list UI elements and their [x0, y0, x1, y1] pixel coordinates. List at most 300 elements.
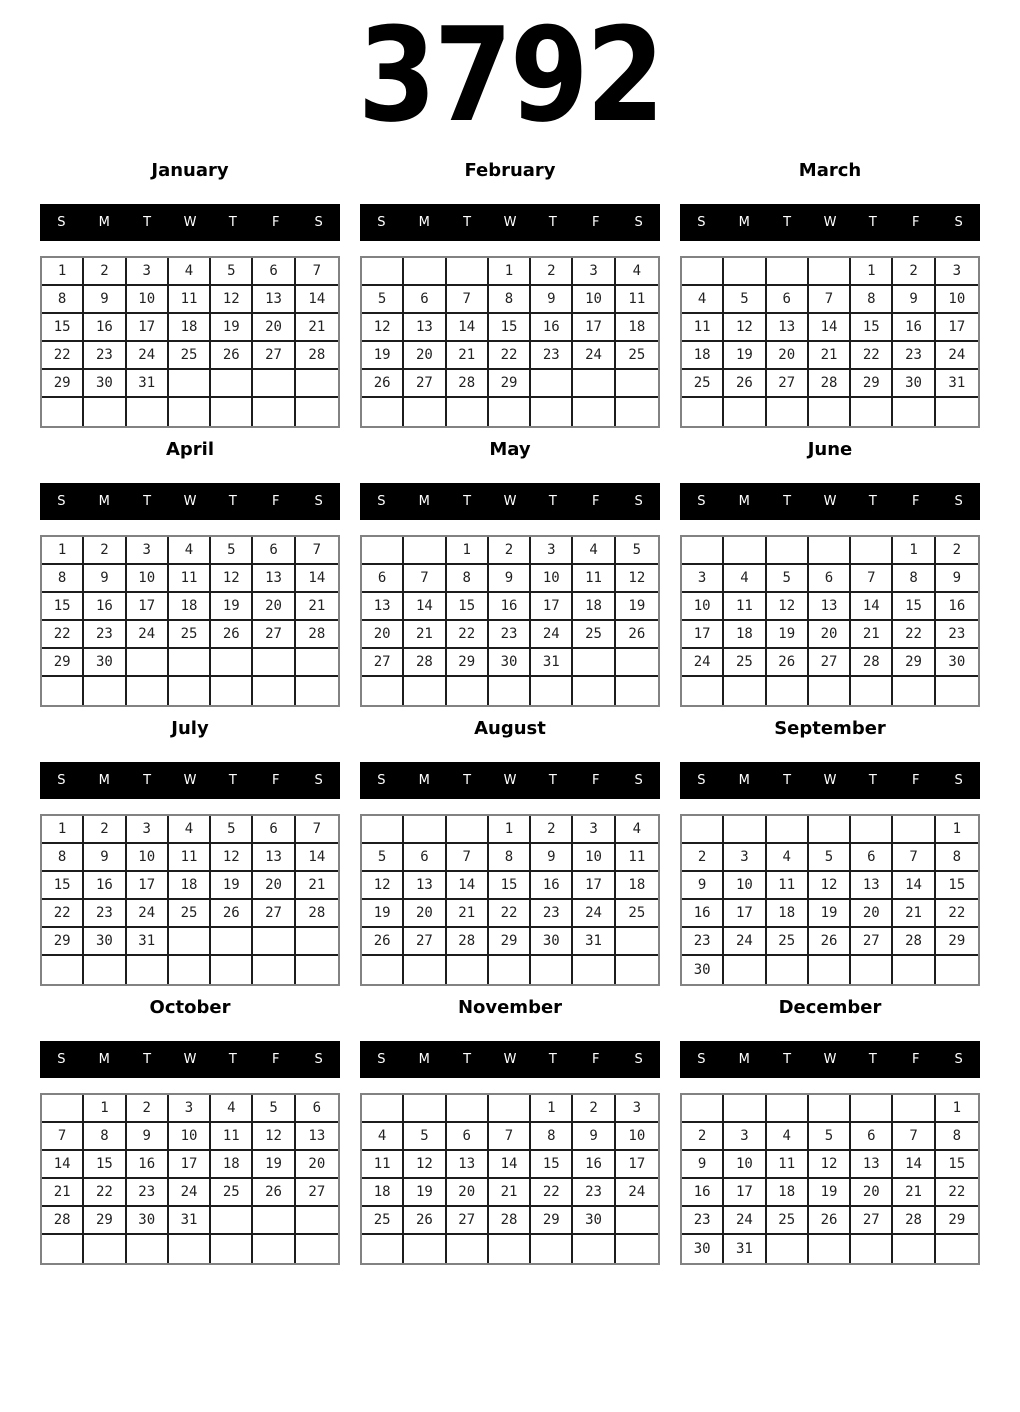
- weekday-label: M: [98, 494, 110, 509]
- day-cell: 13: [809, 593, 851, 621]
- weekday-label: S: [954, 494, 963, 509]
- day-cell: [851, 956, 893, 984]
- day-cell: 13: [253, 844, 295, 872]
- day-cell: 4: [211, 1095, 253, 1123]
- day-cell: [851, 816, 893, 844]
- day-cell: [682, 1095, 724, 1123]
- day-cell: 25: [724, 649, 766, 677]
- day-cell: 1: [489, 258, 531, 286]
- day-cell: 26: [724, 370, 766, 398]
- day-cell: 9: [893, 286, 935, 314]
- day-cell: 16: [489, 593, 531, 621]
- date-grid: [680, 814, 980, 986]
- weekday-label: T: [548, 494, 557, 509]
- day-cell: 28: [447, 370, 489, 398]
- day-cell: 6: [851, 844, 893, 872]
- day-cell: 18: [169, 314, 211, 342]
- day-cell: 28: [809, 370, 851, 398]
- day-cell: [42, 956, 84, 984]
- day-cell: [42, 1095, 84, 1123]
- day-cell: 12: [362, 314, 404, 342]
- day-cell: 28: [447, 928, 489, 956]
- day-cell: 26: [211, 342, 253, 370]
- weekday-label: F: [911, 1052, 920, 1067]
- month-title: April: [165, 439, 215, 460]
- month-title: December: [778, 997, 882, 1018]
- day-cell: 13: [253, 286, 295, 314]
- day-cell: [296, 370, 338, 398]
- day-cell: 8: [447, 565, 489, 593]
- day-cell: 12: [211, 286, 253, 314]
- day-cell: 28: [851, 649, 893, 677]
- month-title: August: [474, 718, 546, 739]
- day-cell: [84, 1235, 126, 1263]
- day-cell: 10: [127, 286, 169, 314]
- date-grid: [40, 535, 340, 707]
- day-cell: 11: [767, 872, 809, 900]
- day-cell: 22: [42, 342, 84, 370]
- day-cell: [253, 1207, 295, 1235]
- day-cell: 15: [42, 872, 84, 900]
- day-cell: 2: [936, 537, 978, 565]
- weekday-label: M: [738, 494, 750, 509]
- day-cell: [84, 677, 126, 705]
- day-cell: 29: [489, 370, 531, 398]
- day-cell: [682, 677, 724, 705]
- day-cell: [127, 398, 169, 426]
- weekday-label: T: [868, 773, 877, 788]
- day-cell: 29: [42, 928, 84, 956]
- day-cell: 29: [893, 649, 935, 677]
- day-cell: 18: [616, 314, 658, 342]
- month-title: November: [457, 997, 563, 1018]
- weekday-header: [680, 1041, 980, 1078]
- day-cell: [404, 816, 446, 844]
- day-cell: [404, 537, 446, 565]
- day-cell: 22: [531, 1179, 573, 1207]
- day-cell: 22: [936, 900, 978, 928]
- day-cell: 8: [936, 1123, 978, 1151]
- day-cell: 2: [531, 258, 573, 286]
- day-cell: 4: [573, 537, 615, 565]
- weekday-label: F: [591, 773, 600, 788]
- day-cell: 3: [531, 537, 573, 565]
- day-cell: [936, 956, 978, 984]
- day-cell: 1: [531, 1095, 573, 1123]
- day-cell: 31: [724, 1235, 766, 1263]
- day-cell: [447, 677, 489, 705]
- day-cell: 13: [253, 565, 295, 593]
- day-cell: 12: [724, 314, 766, 342]
- day-cell: 16: [84, 872, 126, 900]
- day-cell: [296, 398, 338, 426]
- month-calendar: [680, 718, 980, 986]
- weekday-label: S: [697, 494, 706, 509]
- day-cell: 16: [682, 900, 724, 928]
- day-cell: 7: [296, 258, 338, 286]
- day-cell: 18: [616, 872, 658, 900]
- day-cell: 25: [211, 1179, 253, 1207]
- day-cell: 18: [724, 621, 766, 649]
- weekday-label: M: [738, 773, 750, 788]
- day-cell: 29: [42, 649, 84, 677]
- day-cell: 19: [211, 314, 253, 342]
- day-cell: [447, 398, 489, 426]
- day-cell: 26: [362, 928, 404, 956]
- day-cell: 22: [42, 621, 84, 649]
- day-cell: 6: [404, 286, 446, 314]
- day-cell: 17: [127, 872, 169, 900]
- day-cell: 26: [616, 621, 658, 649]
- weekday-header: [680, 762, 980, 799]
- day-cell: [616, 1207, 658, 1235]
- day-cell: 31: [936, 370, 978, 398]
- weekday-label: S: [634, 215, 643, 230]
- day-cell: 16: [936, 593, 978, 621]
- weekday-label: S: [697, 1052, 706, 1067]
- day-cell: [724, 956, 766, 984]
- day-cell: 25: [573, 621, 615, 649]
- day-cell: 10: [724, 1151, 766, 1179]
- day-cell: 19: [211, 872, 253, 900]
- day-cell: 22: [447, 621, 489, 649]
- day-cell: 7: [893, 844, 935, 872]
- day-cell: 22: [489, 900, 531, 928]
- day-cell: 27: [809, 649, 851, 677]
- day-cell: 12: [809, 1151, 851, 1179]
- weekday-label: S: [377, 215, 386, 230]
- day-cell: 5: [211, 816, 253, 844]
- weekday-label: W: [183, 215, 197, 230]
- day-cell: 21: [893, 900, 935, 928]
- weekday-label: F: [911, 773, 920, 788]
- day-cell: 26: [211, 900, 253, 928]
- day-cell: [936, 398, 978, 426]
- day-cell: [893, 1235, 935, 1263]
- day-cell: 4: [767, 844, 809, 872]
- day-cell: 8: [84, 1123, 126, 1151]
- day-cell: 30: [84, 928, 126, 956]
- day-cell: 16: [531, 872, 573, 900]
- weekday-label: M: [738, 1052, 750, 1067]
- weekday-label: T: [783, 1052, 792, 1067]
- day-cell: 21: [447, 342, 489, 370]
- weekday-label: F: [271, 215, 280, 230]
- day-cell: [253, 370, 295, 398]
- weekday-label: S: [57, 494, 66, 509]
- day-cell: 4: [169, 537, 211, 565]
- weekday-label: W: [503, 494, 517, 509]
- day-cell: 5: [211, 537, 253, 565]
- weekday-label: W: [183, 773, 197, 788]
- day-cell: 20: [809, 621, 851, 649]
- day-cell: 2: [682, 1123, 724, 1151]
- day-cell: 12: [211, 565, 253, 593]
- day-cell: 28: [893, 1207, 935, 1235]
- day-cell: 1: [489, 816, 531, 844]
- day-cell: 15: [42, 593, 84, 621]
- day-cell: 14: [296, 844, 338, 872]
- day-cell: 21: [851, 621, 893, 649]
- day-cell: 18: [211, 1151, 253, 1179]
- day-cell: 9: [84, 565, 126, 593]
- day-cell: [893, 956, 935, 984]
- weekday-label: T: [463, 215, 472, 230]
- day-cell: 4: [616, 258, 658, 286]
- day-cell: [296, 649, 338, 677]
- weekday-label: T: [143, 773, 152, 788]
- day-cell: 24: [169, 1179, 211, 1207]
- weekday-label: M: [738, 215, 750, 230]
- day-cell: [404, 1235, 446, 1263]
- day-cell: [573, 1235, 615, 1263]
- day-cell: 28: [296, 621, 338, 649]
- day-cell: 10: [127, 565, 169, 593]
- day-cell: [253, 956, 295, 984]
- day-cell: 23: [84, 342, 126, 370]
- day-cell: [767, 816, 809, 844]
- day-cell: 2: [893, 258, 935, 286]
- day-cell: [851, 1095, 893, 1123]
- day-cell: 11: [724, 593, 766, 621]
- day-cell: 17: [531, 593, 573, 621]
- weekday-label: M: [98, 215, 110, 230]
- day-cell: 6: [851, 1123, 893, 1151]
- day-cell: 20: [851, 1179, 893, 1207]
- date-grid: [360, 814, 660, 986]
- day-cell: 25: [767, 1207, 809, 1235]
- day-cell: 9: [936, 565, 978, 593]
- weekday-label: S: [57, 215, 66, 230]
- day-cell: [253, 1235, 295, 1263]
- weekday-label: T: [783, 215, 792, 230]
- day-cell: [404, 258, 446, 286]
- day-cell: 15: [936, 872, 978, 900]
- day-cell: 5: [404, 1123, 446, 1151]
- day-cell: 24: [127, 900, 169, 928]
- day-cell: 10: [127, 844, 169, 872]
- day-cell: 4: [682, 286, 724, 314]
- day-cell: [489, 1235, 531, 1263]
- day-cell: 30: [682, 956, 724, 984]
- day-cell: 7: [489, 1123, 531, 1151]
- day-cell: 4: [767, 1123, 809, 1151]
- day-cell: 30: [84, 649, 126, 677]
- day-cell: 31: [127, 928, 169, 956]
- weekday-label: T: [228, 1052, 237, 1067]
- day-cell: [211, 677, 253, 705]
- day-cell: 20: [404, 900, 446, 928]
- day-cell: 1: [84, 1095, 126, 1123]
- weekday-header: [360, 1041, 660, 1078]
- day-cell: [682, 537, 724, 565]
- day-cell: 9: [682, 1151, 724, 1179]
- weekday-label: S: [314, 1052, 323, 1067]
- day-cell: 8: [489, 286, 531, 314]
- weekday-label: W: [823, 1052, 837, 1067]
- day-cell: 28: [296, 900, 338, 928]
- day-cell: 12: [362, 872, 404, 900]
- day-cell: 18: [682, 342, 724, 370]
- day-cell: 29: [489, 928, 531, 956]
- day-cell: 27: [253, 621, 295, 649]
- day-cell: [893, 1095, 935, 1123]
- day-cell: 1: [42, 258, 84, 286]
- day-cell: 23: [936, 621, 978, 649]
- day-cell: [489, 956, 531, 984]
- weekday-label: T: [548, 215, 557, 230]
- day-cell: [404, 398, 446, 426]
- day-cell: [84, 956, 126, 984]
- weekday-label: S: [377, 773, 386, 788]
- day-cell: 27: [362, 649, 404, 677]
- month-calendar: [680, 160, 980, 428]
- day-cell: 13: [767, 314, 809, 342]
- day-cell: 25: [767, 928, 809, 956]
- day-cell: [169, 1235, 211, 1263]
- month-calendar: [40, 160, 340, 428]
- day-cell: 3: [169, 1095, 211, 1123]
- day-cell: 11: [767, 1151, 809, 1179]
- day-cell: 2: [489, 537, 531, 565]
- day-cell: 20: [447, 1179, 489, 1207]
- day-cell: [809, 1235, 851, 1263]
- day-cell: 19: [616, 593, 658, 621]
- day-cell: 24: [936, 342, 978, 370]
- weekday-label: S: [954, 1052, 963, 1067]
- day-cell: [362, 258, 404, 286]
- month-title: March: [798, 160, 862, 181]
- day-cell: 17: [573, 872, 615, 900]
- weekday-label: S: [57, 773, 66, 788]
- day-cell: 30: [489, 649, 531, 677]
- day-cell: [767, 537, 809, 565]
- day-cell: 24: [573, 342, 615, 370]
- month-title: June: [807, 439, 853, 460]
- day-cell: [616, 398, 658, 426]
- day-cell: [447, 1235, 489, 1263]
- weekday-header: [360, 204, 660, 241]
- day-cell: 7: [404, 565, 446, 593]
- date-grid: [680, 256, 980, 428]
- weekday-label: T: [228, 494, 237, 509]
- day-cell: 23: [84, 621, 126, 649]
- day-cell: [362, 1095, 404, 1123]
- day-cell: [616, 1235, 658, 1263]
- day-cell: 22: [893, 621, 935, 649]
- day-cell: 30: [84, 370, 126, 398]
- day-cell: 17: [724, 900, 766, 928]
- day-cell: 17: [682, 621, 724, 649]
- day-cell: 24: [531, 621, 573, 649]
- day-cell: 14: [296, 286, 338, 314]
- day-cell: 12: [809, 872, 851, 900]
- months-grid: [40, 160, 980, 1265]
- day-cell: 22: [489, 342, 531, 370]
- day-cell: 31: [531, 649, 573, 677]
- day-cell: 1: [851, 258, 893, 286]
- day-cell: [211, 370, 253, 398]
- day-cell: 11: [169, 286, 211, 314]
- weekday-label: T: [228, 215, 237, 230]
- day-cell: [42, 398, 84, 426]
- day-cell: 10: [936, 286, 978, 314]
- day-cell: 8: [531, 1123, 573, 1151]
- day-cell: 26: [253, 1179, 295, 1207]
- day-cell: 24: [682, 649, 724, 677]
- day-cell: 18: [169, 593, 211, 621]
- weekday-header: [40, 1041, 340, 1078]
- weekday-label: S: [954, 773, 963, 788]
- day-cell: [447, 1095, 489, 1123]
- day-cell: [489, 677, 531, 705]
- day-cell: 20: [296, 1151, 338, 1179]
- day-cell: [169, 370, 211, 398]
- weekday-label: M: [418, 773, 430, 788]
- day-cell: 23: [682, 928, 724, 956]
- day-cell: 16: [893, 314, 935, 342]
- day-cell: 20: [404, 342, 446, 370]
- day-cell: 13: [404, 314, 446, 342]
- day-cell: 9: [531, 286, 573, 314]
- weekday-label: S: [634, 494, 643, 509]
- day-cell: [362, 816, 404, 844]
- day-cell: 6: [362, 565, 404, 593]
- weekday-header: [360, 483, 660, 520]
- date-grid: [40, 1093, 340, 1265]
- weekday-label: T: [143, 215, 152, 230]
- day-cell: [253, 398, 295, 426]
- day-cell: 11: [682, 314, 724, 342]
- weekday-label: S: [57, 1052, 66, 1067]
- weekday-header: [360, 762, 660, 799]
- day-cell: [127, 677, 169, 705]
- day-cell: 3: [127, 537, 169, 565]
- day-cell: 6: [253, 816, 295, 844]
- day-cell: 9: [573, 1123, 615, 1151]
- weekday-label: F: [591, 1052, 600, 1067]
- day-cell: 25: [616, 900, 658, 928]
- day-cell: 21: [296, 872, 338, 900]
- date-grid: [680, 535, 980, 707]
- day-cell: [447, 258, 489, 286]
- day-cell: [573, 956, 615, 984]
- day-cell: [169, 398, 211, 426]
- day-cell: 3: [573, 258, 615, 286]
- day-cell: 19: [253, 1151, 295, 1179]
- month-title: October: [149, 997, 231, 1018]
- day-cell: [169, 649, 211, 677]
- weekday-label: M: [98, 773, 110, 788]
- day-cell: 5: [253, 1095, 295, 1123]
- weekday-label: T: [868, 494, 877, 509]
- weekday-label: S: [697, 215, 706, 230]
- day-cell: [809, 1095, 851, 1123]
- day-cell: 21: [296, 593, 338, 621]
- day-cell: 5: [616, 537, 658, 565]
- day-cell: [893, 816, 935, 844]
- day-cell: 13: [851, 872, 893, 900]
- day-cell: 21: [296, 314, 338, 342]
- day-cell: 2: [682, 844, 724, 872]
- day-cell: 27: [404, 928, 446, 956]
- day-cell: 8: [893, 565, 935, 593]
- day-cell: 17: [127, 314, 169, 342]
- day-cell: [682, 258, 724, 286]
- month-calendar: [360, 718, 660, 986]
- day-cell: 17: [169, 1151, 211, 1179]
- day-cell: [573, 370, 615, 398]
